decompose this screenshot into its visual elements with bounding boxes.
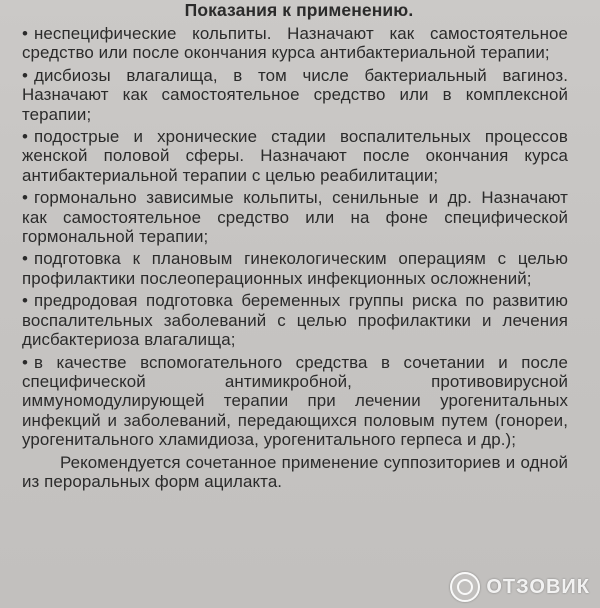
indication-item — [22, 24, 568, 63]
indication-text: гормонально зависимые кольпиты, сенильные и др. Назначают как самостоятельное средство или на фоне специфической гормональной терапии; — [22, 188, 568, 247]
recommendation-text: Рекомендуется сочетанное применение суппозиториев и одной из пероральных форм ацилакта. — [22, 452, 568, 491]
indication-text: подготовка к плановым гинекологическим операциям с целью профилактики послеоперационных инфекционных осложнений; — [22, 249, 568, 288]
indication-text: предродовая подготовка беременных группы риска по развитию воспалительных заболеваний с целью профилактики и лечения дисбактериоза влагалища; — [22, 291, 568, 350]
bullet: • — [22, 249, 29, 269]
indication-text: неспецифические кольпиты. Назначают как самостоятельное средство или после окончания курса антибактериальной терапии; — [22, 24, 568, 63]
document-body — [22, 0, 568, 491]
indication-item — [22, 353, 568, 450]
indication-text: в качестве вспомогательного средства в сочетании и после специфической антимикробной, противовирусной иммуномодулирующей терапии при лечении урогенитальных инфекций и заболеваний, передающихся половым путем (гонореи, урогенитального хламидиоза, урогенитального герпеса и др.); — [22, 352, 568, 450]
indication-item — [22, 66, 568, 124]
bullet: • — [22, 24, 29, 43]
document-title: Показания к применению. — [184, 0, 414, 20]
indication-text: дисбиозы влагалища, в том числе бактериальный вагиноз. Назначают как самостоятельное средство или в комплексной терапии; — [22, 65, 568, 124]
indication-item — [22, 127, 568, 185]
otzovik-logo-icon — [450, 572, 480, 602]
indication-text: подострые и хронические стадии воспалительных процессов женской половой сферы. Назначают после окончания курса антибактериальной терапии с целью реабилитации; — [22, 127, 568, 185]
bullet: • — [22, 188, 29, 208]
indication-item — [22, 291, 568, 349]
indication-item — [22, 249, 568, 288]
bullet: • — [22, 65, 29, 85]
otzovik-watermark — [450, 572, 590, 602]
bullet: • — [22, 291, 29, 311]
watermark-text: ОТЗОВИК — [486, 575, 590, 598]
indication-item — [22, 188, 568, 246]
bullet: • — [22, 352, 29, 372]
bullet: • — [22, 127, 29, 147]
